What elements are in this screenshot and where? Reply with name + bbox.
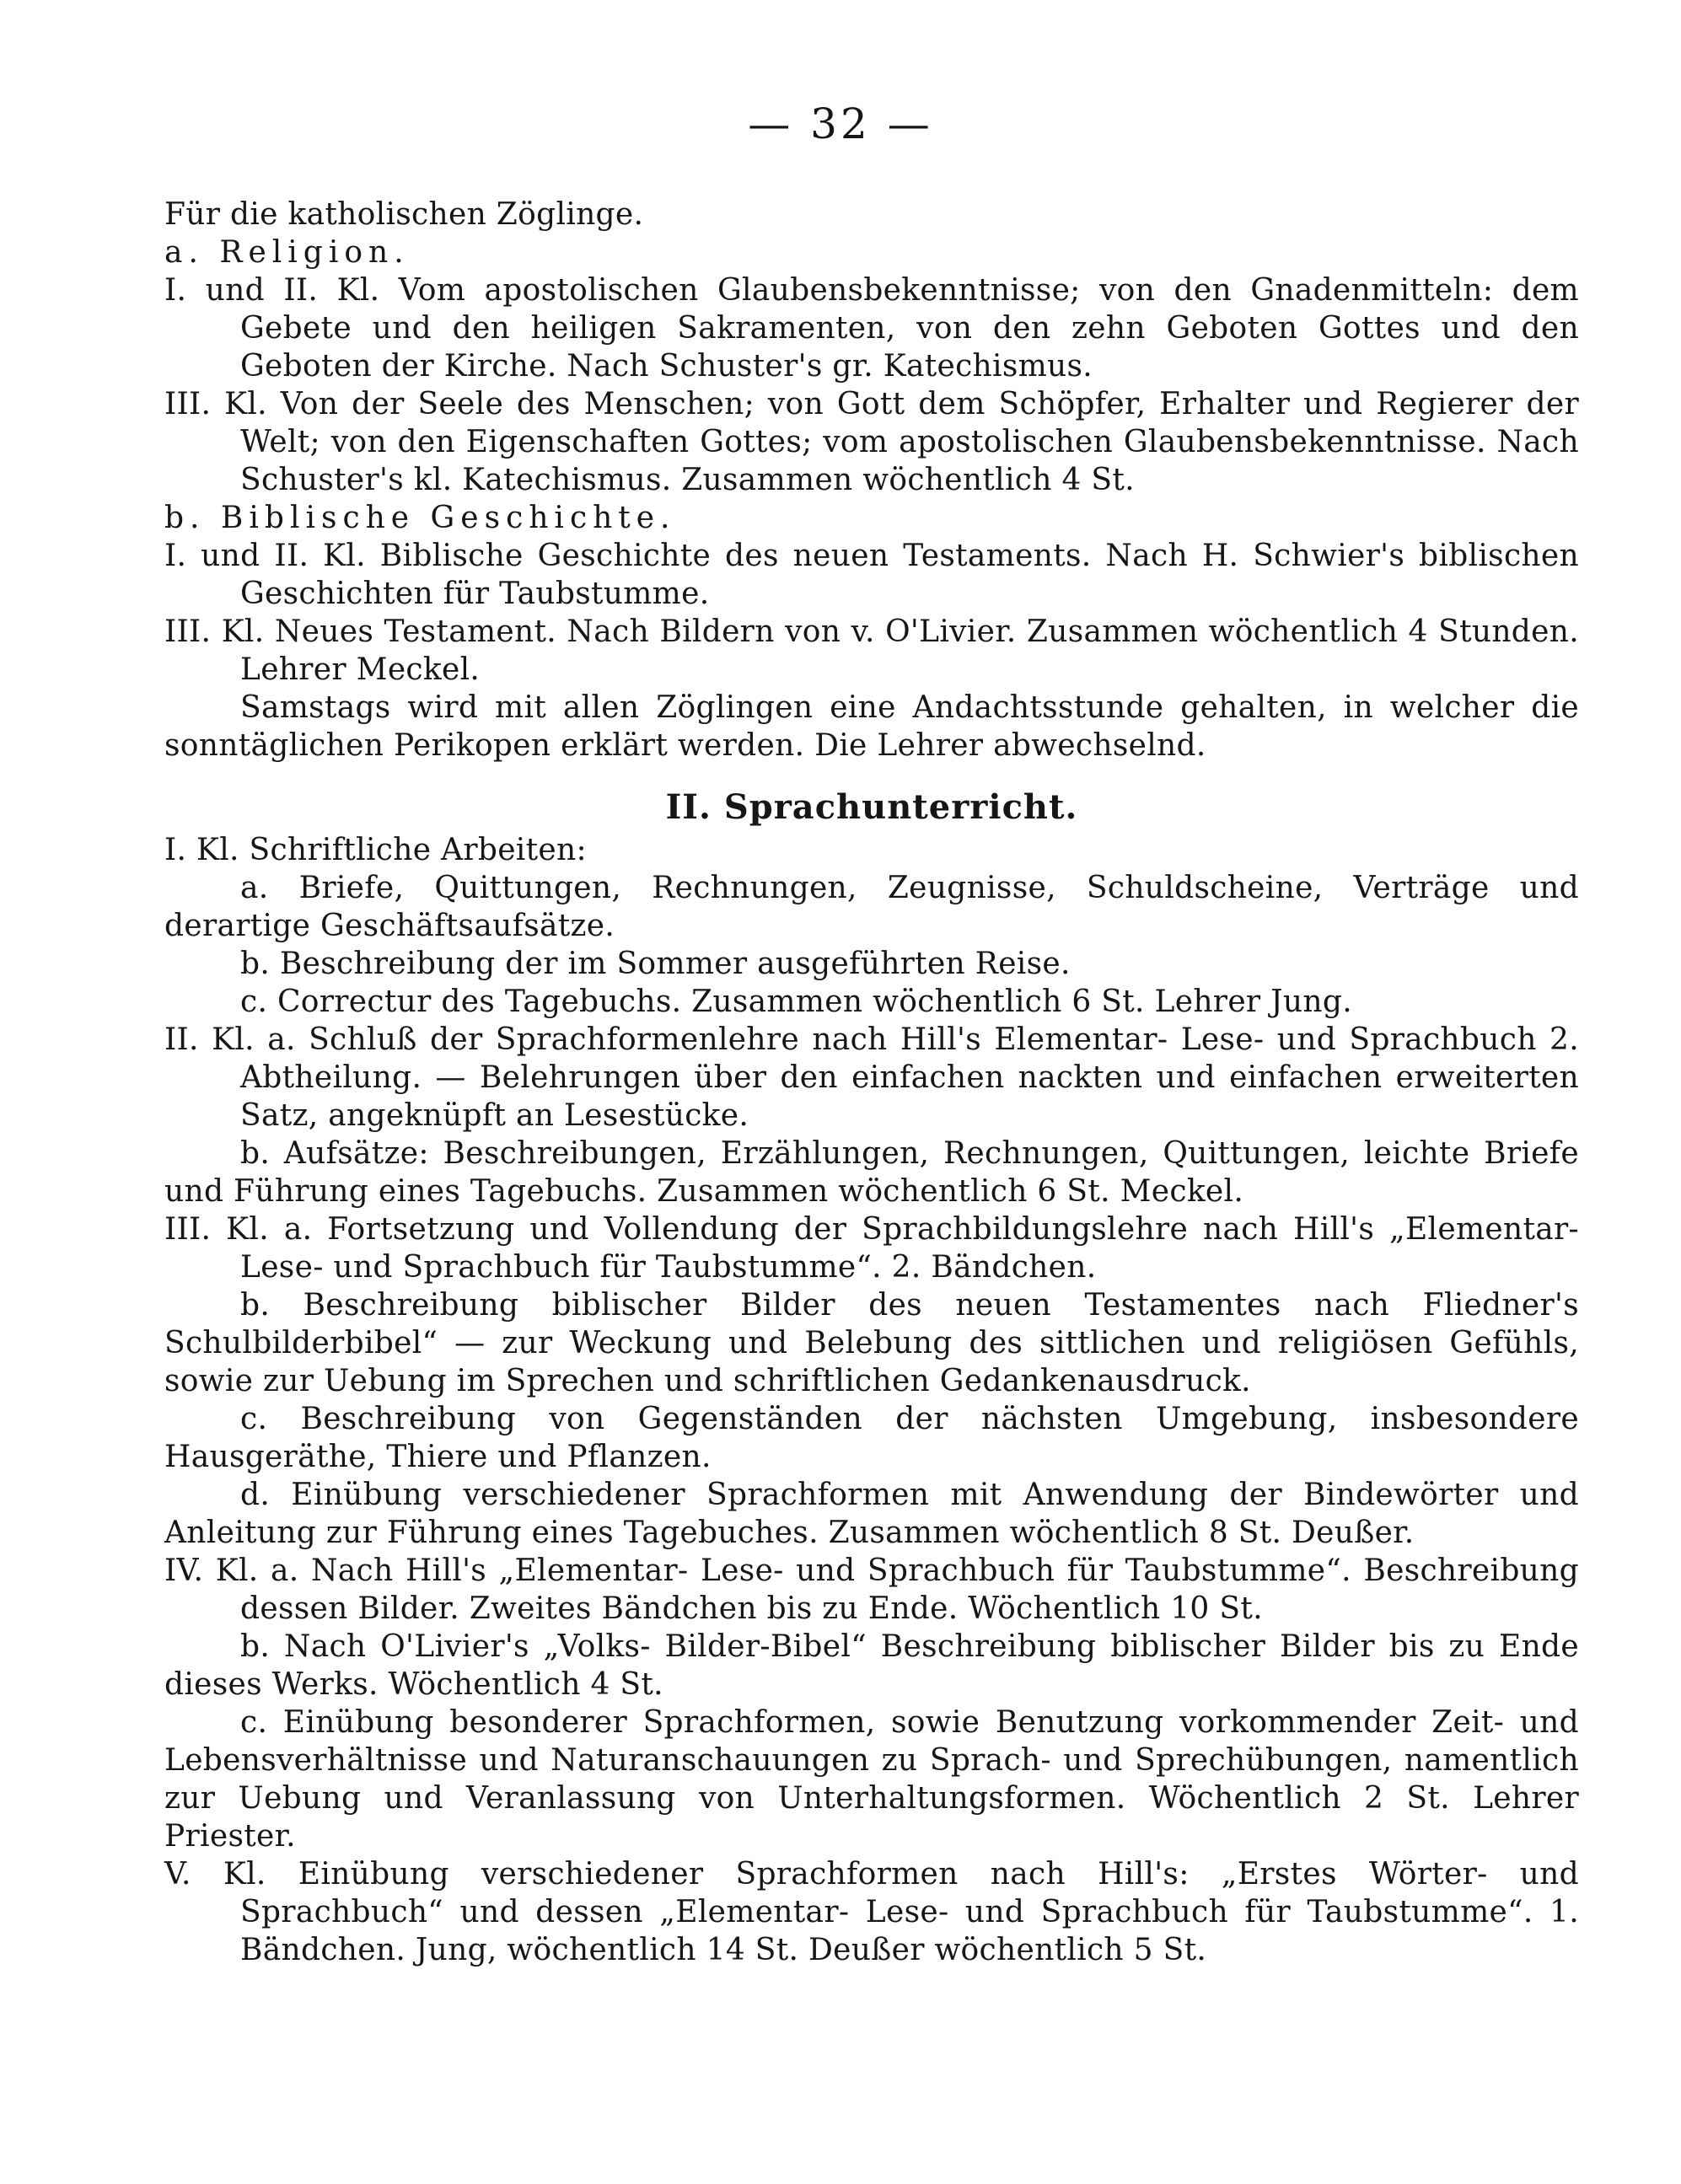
kl4-item-c: c. Einübung besonderer Sprachformen, sowie Benutzung vorkommender Zeit- und Lebensverhältnisse und Naturanschauungen zu Sprach- und Sprechübungen, namentlich zur Uebung und Veranlassung von Unterhaltungsformen. Wöchentlich 2 St. Lehrer Priester. [164, 1705, 1579, 1854]
biblische-item-kl1-2: I. und II. Kl. Biblische Geschichte des neuen Testaments. Nach H. Schwier's biblischen Geschichten für Taubstumme. [164, 539, 1579, 611]
kl1-item-b: b. Beschreibung der im Sommer ausgeführten Reise. [240, 947, 1071, 981]
andachtsstunde-note: Samstags wird mit allen Zöglingen eine Andachtsstunde gehalten, in welcher die sonntäglichen Perikopen erklärt werden. Die Lehrer abwechselnd. [164, 690, 1579, 763]
kl4-item-a: IV. Kl. a. Nach Hill's „Elementar- Lese- und Sprachbuch für Taubstumme“. Beschreibung dessen Bilder. Zweites Bändchen bis zu Ende. Wöchentlich 10 St. [164, 1553, 1579, 1626]
sprachunterricht-heading: II. Sprachunterricht. [665, 787, 1078, 827]
kl3-item-c: c. Beschreibung von Gegenständen der nächsten Umgebung, insbesondere Hausgeräthe, Thiere und Pflanzen. [164, 1402, 1579, 1474]
kl2-item-b: b. Aufsätze: Beschreibungen, Erzählungen, Rechnungen, Quittungen, leichte Briefe und Führung eines Tagebuchs. Zusammen wöchentlich 6 St. Meckel. [164, 1136, 1579, 1209]
page-number: — 32 — [748, 99, 933, 148]
religion-item-kl1-2: I. und II. Kl. Vom apostolischen Glaubensbekenntnisse; von den Gnadenmitteln: dem Gebete und den heiligen Sakramenten, von den zehn Geboten Gottes und den Geboten der Kirche. Nach Schuster's gr. Katechismus. [164, 273, 1579, 384]
kl2-item-a: II. Kl. a. Schluß der Sprachformenlehre nach Hill's Elementar- Lese- und Sprachbuch 2. Abtheilung. — Belehrungen über den einfachen nackten und einfachen erweiterten Satz, angeknüpft an Lesestücke. [164, 1022, 1579, 1133]
kl4-item-b: b. Nach O'Livier's „Volks- Bilder-Bibel“ Beschreibung biblischer Bilder bis zu Ende dieses Werks. Wöchentlich 4 St. [164, 1629, 1579, 1702]
biblische-item-kl3: III. Kl. Neues Testament. Nach Bildern von v. O'Livier. Zusammen wöchentlich 4 Stunden. Lehrer Meckel. [164, 614, 1579, 687]
kl1-intro: I. Kl. Schriftliche Arbeiten: [164, 833, 587, 867]
kl3-item-b: b. Beschreibung biblischer Bilder des neuen Testamentes nach Fliedner's Schulbilderbibel“ — zur Weckung und Belebung des sittlichen und religiösen Gefühls, sowie zur Uebung im Sprechen und schriftlichen Gedankenausdruck. [164, 1288, 1579, 1398]
kl3-item-a: III. Kl. a. Fortsetzung und Vollendung der Sprachbildungslehre nach Hill's „Elementar- Lese- und Sprachbuch für Taubstumme“. 2. Bändchen. [164, 1212, 1579, 1285]
kl1-item-c: c. Correctur des Tagebuchs. Zusammen wöchentlich 6 St. Lehrer Jung. [240, 985, 1352, 1019]
kl5-item: V. Kl. Einübung verschiedener Sprachformen nach Hill's: „Erstes Wörter- und Sprachbuch“ und dessen „Elementar- Lese- und Sprachbuch für Taubstumme“. 1. Bändchen. Jung, wöchentlich 14 St. Deußer wöchentlich 5 St. [164, 1857, 1579, 1967]
religion-item-kl3: III. Kl. Von der Seele des Menschen; von Gott dem Schöpfer, Erhalter und Regierer der Welt; von den Eigenschaften Gottes; vom apostolischen Glaubensbekenntnisse. Nach Schuster's kl. Katechismus. Zusammen wöchentlich 4 St. [164, 387, 1579, 497]
biblische-heading: b. Biblische Geschichte. [164, 501, 676, 535]
page-content [164, 196, 1579, 1969]
kl1-item-a: a. Briefe, Quittungen, Rechnungen, Zeugnisse, Schuldscheine, Verträge und derartige Geschäftsaufsätze. [164, 871, 1579, 943]
section-heading: Für die katholischen Zöglinge. [164, 197, 644, 232]
kl3-item-d: d. Einübung verschiedener Sprachformen mit Anwendung der Bindewörter und Anleitung zur Führung eines Tagebuches. Zusammen wöchentlich 8 St. Deußer. [164, 1478, 1579, 1550]
religion-heading: a. Religion. [164, 235, 410, 270]
